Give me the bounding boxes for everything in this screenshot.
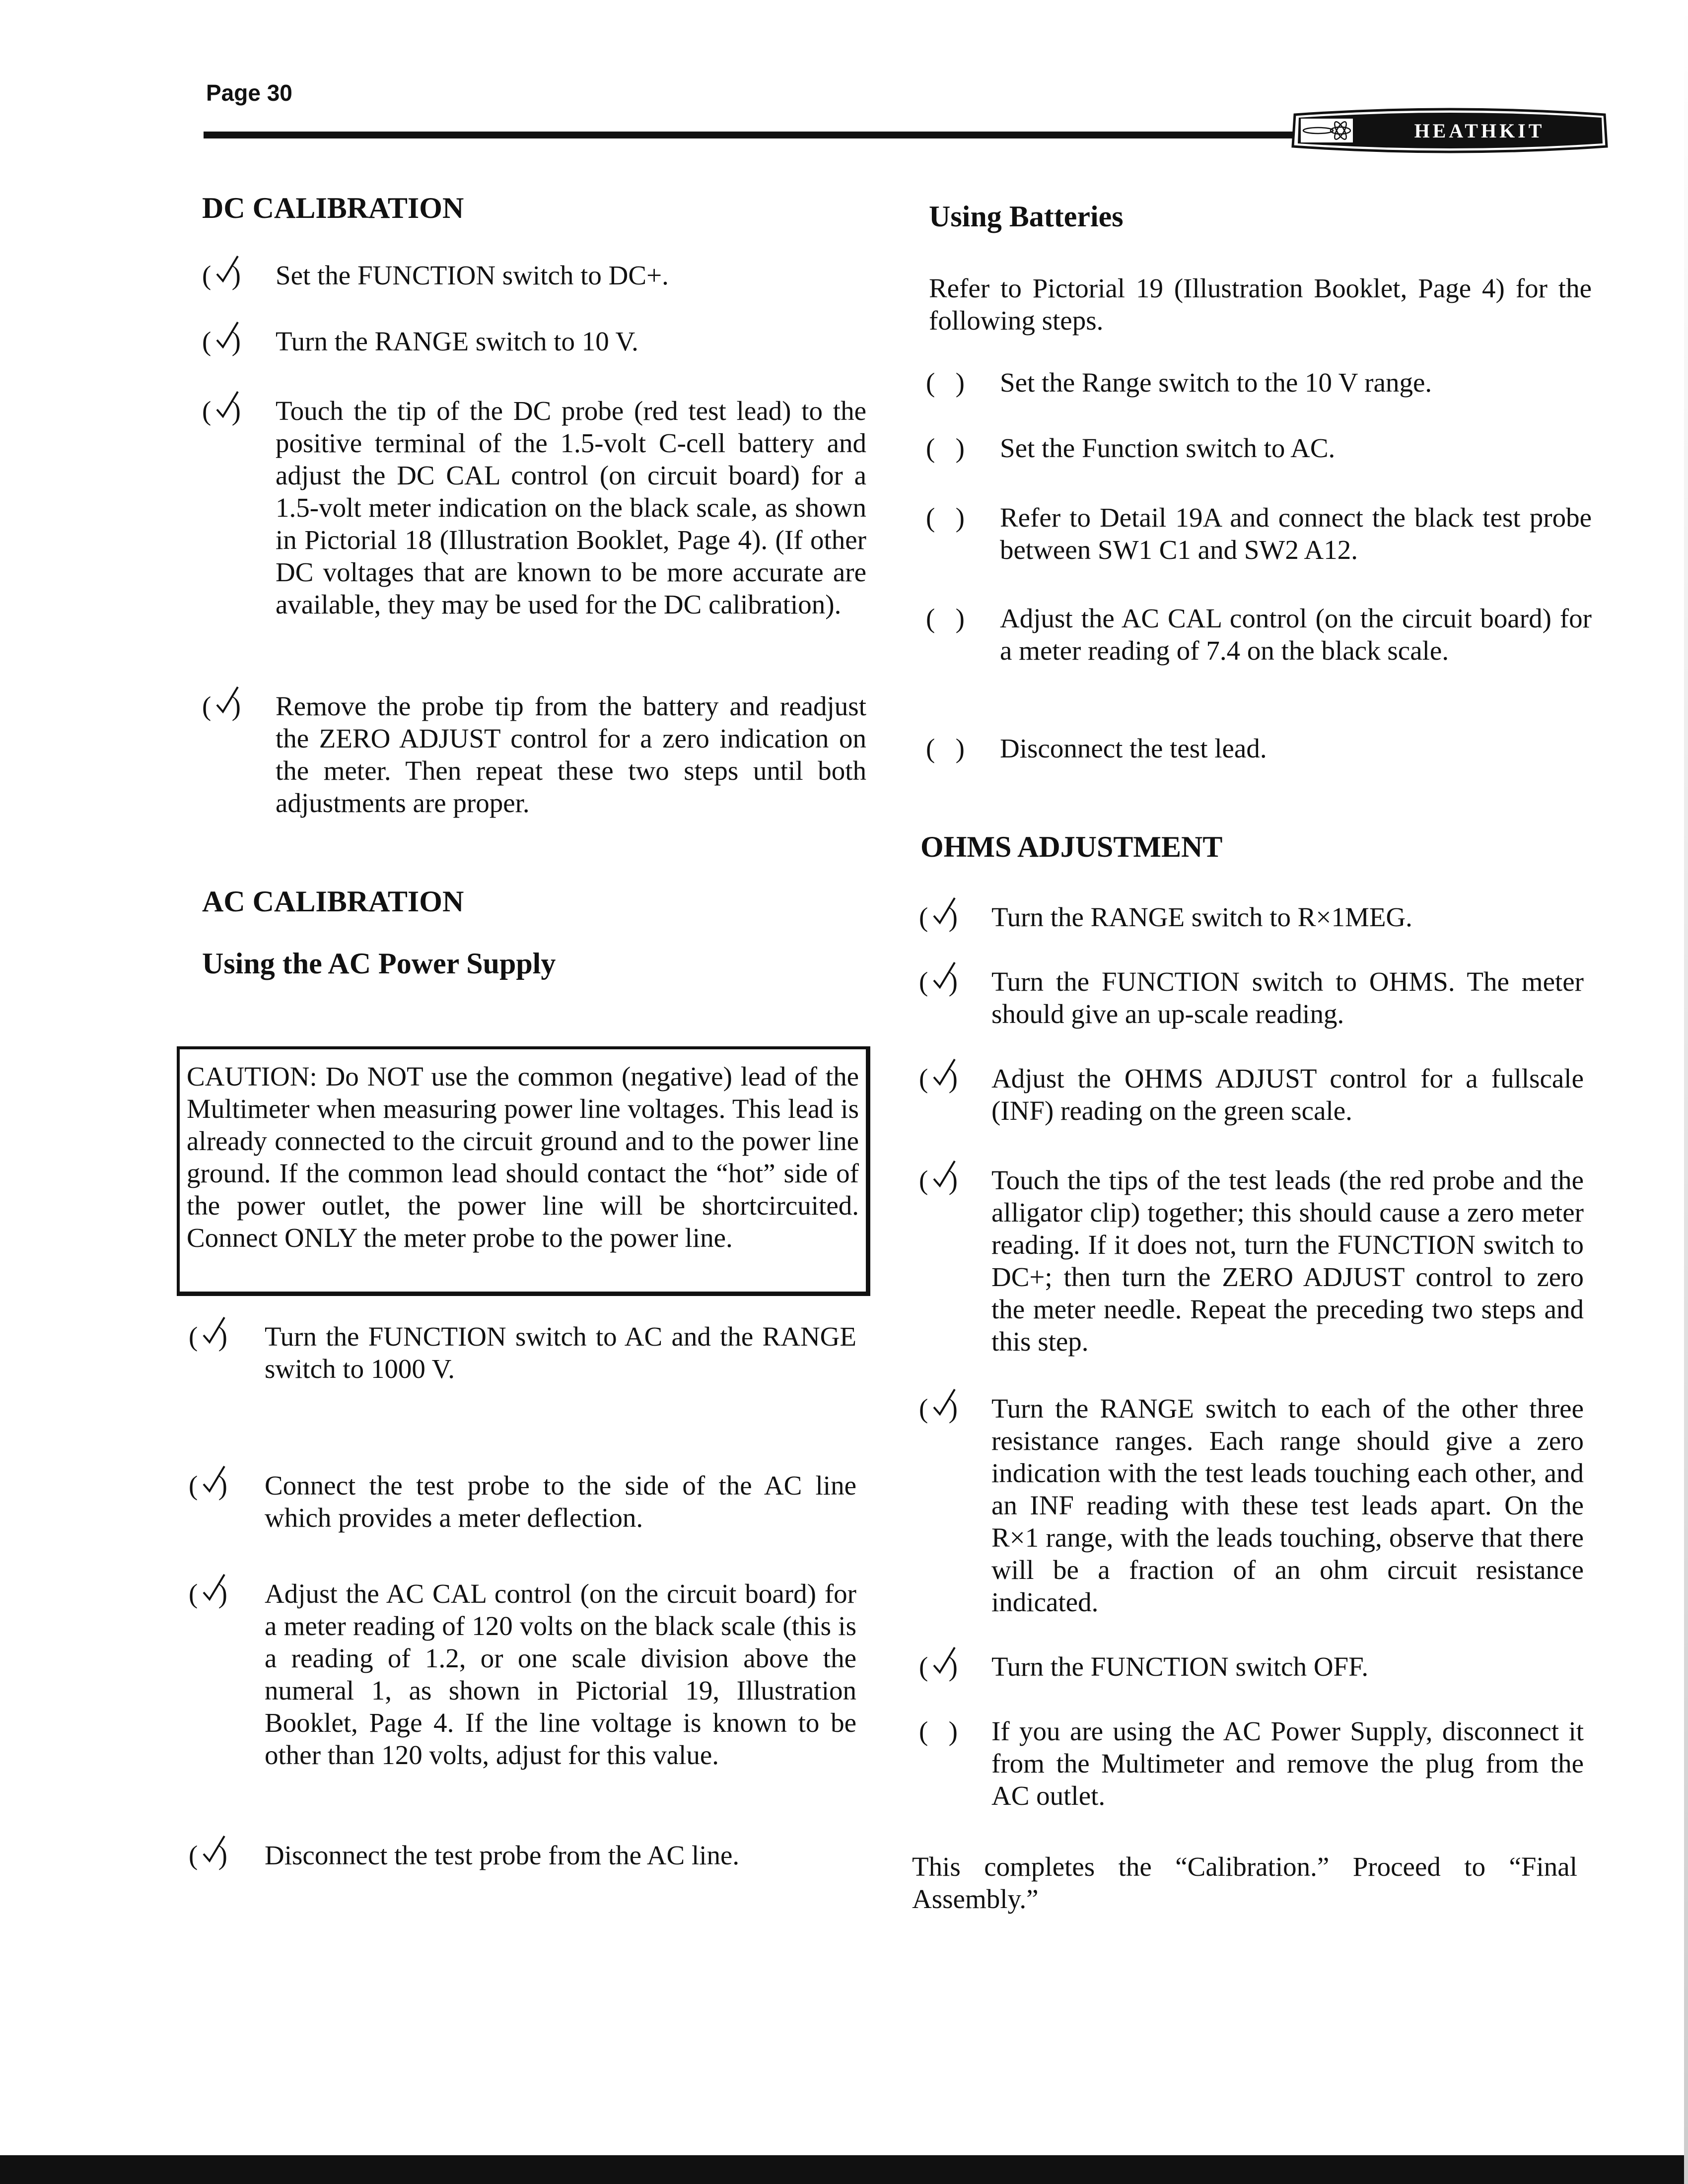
step-text: Set the Range switch to the 10 V range. <box>1000 367 1432 398</box>
step-text: Set the Function switch to AC. <box>1000 433 1336 463</box>
ohms-adjustment-heading: OHMS ADJUSTMENT <box>920 830 1223 863</box>
bracket-close: ) <box>955 603 965 633</box>
page-number: Page 30 <box>206 80 292 106</box>
checklist-step <box>926 366 1592 399</box>
step-text: Adjust the AC CAL control (on the circuit board) for a meter reading of 7.4 on the black scale. <box>1000 603 1592 666</box>
bracket-close: ) <box>948 1651 958 1682</box>
bracket-open: ( <box>919 1716 928 1746</box>
bracket-close: ) <box>948 1393 958 1424</box>
bracket-open: ( <box>189 1840 198 1870</box>
checklist-step <box>202 395 866 620</box>
using-batteries-heading: Using Batteries <box>929 200 1124 233</box>
bracket-open: ( <box>189 1470 198 1501</box>
checklist-step <box>926 501 1592 566</box>
checklist-step <box>919 1392 1584 1618</box>
bracket-open: ( <box>919 1651 928 1682</box>
bracket-close: ) <box>948 902 958 932</box>
bracket-open: ( <box>919 1063 928 1093</box>
step-text: Turn the RANGE switch to R×1MEG. <box>991 902 1412 932</box>
bracket-close: ) <box>955 502 965 533</box>
checklist-step <box>919 901 1584 933</box>
closing-paragraph: This completes the “Calibration.” Proceed to “Final Assembly.” <box>912 1851 1577 1914</box>
using-batteries-intro: Refer to Pictorial 19 (Illustration Booklet, Page 4) for the following steps. <box>929 273 1592 336</box>
bracket-open: ( <box>926 733 935 763</box>
bracket-close: ) <box>948 1716 958 1746</box>
handwritten-check-icon <box>213 252 243 292</box>
step-text: Turn the FUNCTION switch to OHMS. The meter should give an up-scale reading. <box>991 966 1584 1029</box>
step-text: Turn the FUNCTION switch OFF. <box>991 1651 1369 1682</box>
caution-text: CAUTION: Do NOT use the common (negative) lead of the Multimeter when measuring power line voltages. This lead is already connected to the circuit ground and to the power line ground. If the common lead should contact the “hot” side of the power outlet, the power line will be shortcircuited. Connect ONLY the meter probe to the power line. <box>187 1061 859 1253</box>
checklist-step <box>926 602 1592 667</box>
bracket-close: ) <box>955 733 965 763</box>
checklist-step <box>189 1320 856 1385</box>
handwritten-check-icon <box>930 1055 960 1095</box>
bracket-open: ( <box>919 966 928 997</box>
checkbox[interactable] <box>926 732 965 764</box>
bracket-close: ) <box>218 1840 227 1870</box>
step-text: If you are using the AC Power Supply, disconnect it from the Multimeter and remove the plug from the AC outlet. <box>991 1716 1584 1811</box>
bracket-close: ) <box>231 396 241 426</box>
step-text: Turn the RANGE switch to 10 V. <box>276 326 638 356</box>
handwritten-check-icon <box>930 1643 960 1683</box>
step-text: Turn the FUNCTION switch to AC and the RANGE switch to 1000 V. <box>265 1321 856 1384</box>
step-text: Set the FUNCTION switch to DC+. <box>276 260 669 290</box>
bracket-open: ( <box>926 603 935 633</box>
handwritten-check-icon <box>213 318 243 358</box>
step-text: Disconnect the test lead. <box>1000 733 1267 763</box>
handwritten-check-icon <box>213 388 243 427</box>
checklist-step <box>189 1577 856 1771</box>
handwritten-check-icon <box>200 1313 229 1353</box>
handwritten-check-icon <box>213 683 243 723</box>
checklist-step <box>919 1715 1584 1812</box>
checklist-step <box>919 965 1584 1030</box>
bracket-open: ( <box>202 691 211 721</box>
bracket-close: ) <box>218 1578 227 1609</box>
step-text: Refer to Detail 19A and connect the black test probe between SW1 C1 and SW2 A12. <box>1000 502 1592 565</box>
handwritten-check-icon <box>930 958 960 998</box>
bracket-open: ( <box>202 396 211 426</box>
step-text: Adjust the AC CAL control (on the circuit board) for a meter reading of 120 volts on the black scale (this is a reading of 1.2, or one scale division above the numeral 1, as shown in Pictorial 19, Illustration Booklet, Page 4. If the line voltage is known to be other than 120 volts, adjust for this value. <box>265 1578 856 1770</box>
bracket-close: ) <box>955 367 965 398</box>
checkbox[interactable] <box>926 602 965 634</box>
checkbox[interactable] <box>926 432 965 464</box>
checklist-step <box>919 1164 1584 1358</box>
bracket-open: ( <box>202 326 211 356</box>
checkbox[interactable] <box>926 501 965 534</box>
checklist-step <box>926 732 1592 764</box>
bracket-open: ( <box>926 433 935 463</box>
bracket-open: ( <box>926 502 935 533</box>
bracket-open: ( <box>919 1165 928 1195</box>
handwritten-check-icon <box>930 1157 960 1197</box>
checkbox[interactable] <box>926 366 965 399</box>
caution-box <box>177 1046 870 1296</box>
handwritten-check-icon <box>930 894 960 934</box>
bracket-close: ) <box>948 1165 958 1195</box>
step-text: Turn the RANGE switch to each of the other three resistance ranges. Each range should give a zero indication with the test leads touching each other, and an INF reading with these test leads apart. On the R×1 range, with the leads touching, observe that there will be a fraction of an ohm circuit resistance indicated. <box>991 1393 1584 1617</box>
bracket-open: ( <box>202 260 211 290</box>
bracket-close: ) <box>948 1063 958 1093</box>
bracket-close: ) <box>218 1321 227 1352</box>
bracket-close: ) <box>218 1470 227 1501</box>
heathkit-logo <box>1291 106 1609 155</box>
ac-power-supply-subheading: Using the AC Power Supply <box>202 947 556 980</box>
step-text: Touch the tips of the test leads (the red probe and the alligator clip) together; this should cause a zero meter reading. If it does not, turn the FUNCTION switch to DC+; then turn the ZERO ADJUST control to zero the meter needle. Repeat the preceding two steps and this step. <box>991 1165 1584 1357</box>
checklist-step <box>919 1062 1584 1127</box>
checklist-step <box>202 325 866 357</box>
header-rule <box>204 132 1306 138</box>
checklist-step <box>189 1839 856 1871</box>
bracket-close: ) <box>948 966 958 997</box>
checkbox[interactable] <box>919 1715 958 1747</box>
bracket-close: ) <box>955 433 965 463</box>
checklist-step <box>202 259 866 291</box>
bracket-open: ( <box>189 1578 198 1609</box>
step-text: Touch the tip of the DC probe (red test lead) to the positive terminal of the 1.5-volt C-cell battery and adjust the DC CAL control (on circuit board) for a 1.5-volt meter indication on the black scale, as shown in Pictorial 18 (Illustration Booklet, Page 4). (If other DC voltages that are known to be more accurate are available, they may be used for the DC calibration). <box>276 396 866 619</box>
step-text: Remove the probe tip from the battery and readjust the ZERO ADJUST control for a zero indication on the meter. Then repeat these two steps until both adjustments are proper. <box>276 691 866 818</box>
checklist-step <box>189 1469 856 1534</box>
bracket-close: ) <box>231 326 241 356</box>
scan-bottom-border <box>0 2155 1688 2184</box>
checklist-step <box>926 432 1592 464</box>
handwritten-check-icon <box>200 1462 229 1502</box>
handwritten-check-icon <box>930 1385 960 1425</box>
bracket-open: ( <box>919 1393 928 1424</box>
checklist-step <box>202 690 866 819</box>
step-text: Connect the test probe to the side of the AC line which provides a meter deflection. <box>265 1470 856 1533</box>
step-text: Adjust the OHMS ADJUST control for a fullscale (INF) reading on the green scale. <box>991 1063 1584 1126</box>
bracket-close: ) <box>231 691 241 721</box>
scan-right-edge <box>1684 0 1688 2184</box>
checklist-step <box>919 1650 1584 1683</box>
bracket-open: ( <box>926 367 935 398</box>
bracket-close: ) <box>231 260 241 290</box>
svg-text:HEATHKIT: HEATHKIT <box>1414 120 1545 142</box>
bracket-open: ( <box>189 1321 198 1352</box>
dc-calibration-heading: DC CALIBRATION <box>202 192 464 224</box>
ac-calibration-heading: AC CALIBRATION <box>202 885 464 918</box>
bracket-open: ( <box>919 902 928 932</box>
step-text: Disconnect the test probe from the AC line. <box>265 1840 740 1870</box>
handwritten-check-icon <box>200 1832 229 1872</box>
handwritten-check-icon <box>200 1570 229 1610</box>
